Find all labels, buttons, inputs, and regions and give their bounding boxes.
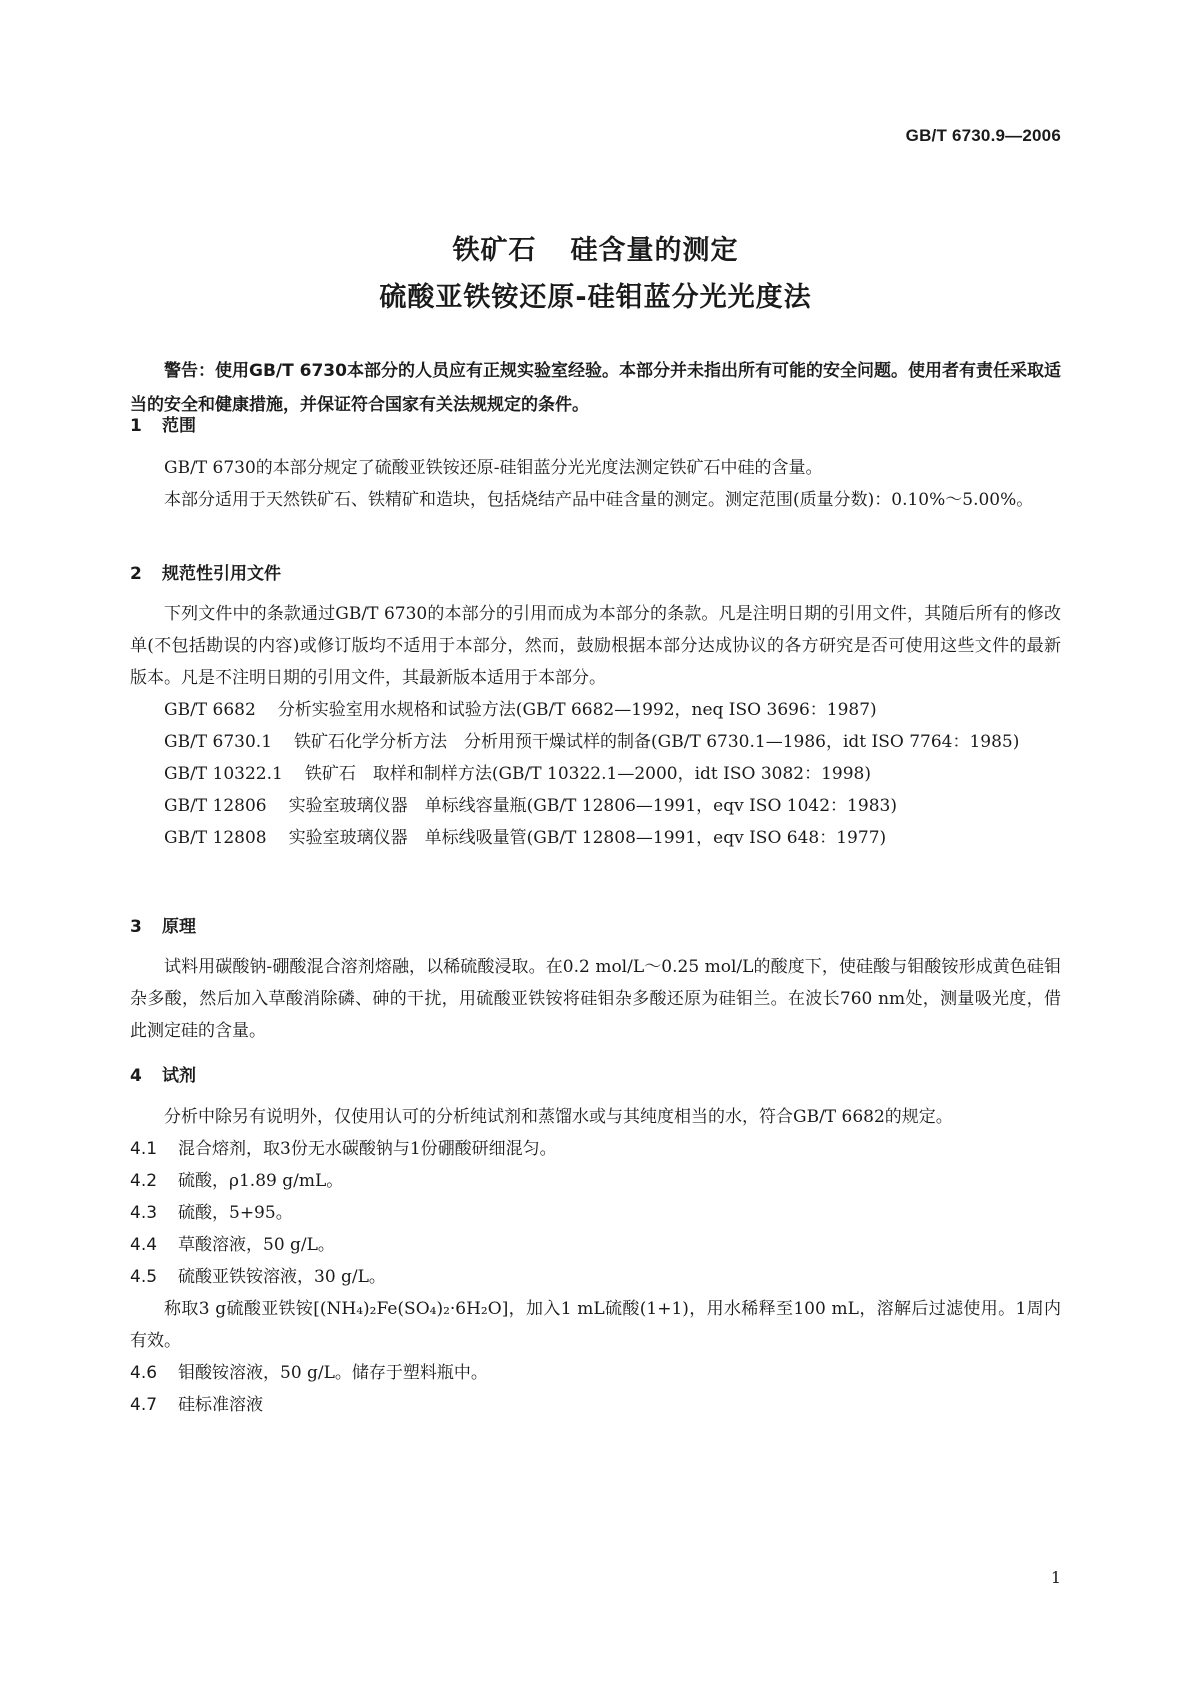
clause-text: 硫酸，ρ1.89 g/mL。 bbox=[178, 1171, 344, 1191]
clause-text: 硫酸亚铁铵溶液，30 g/L。 bbox=[178, 1267, 386, 1287]
section-title: 原理 bbox=[162, 917, 196, 937]
section-3-heading bbox=[130, 912, 196, 937]
clause-number: 4.4 bbox=[130, 1235, 158, 1255]
section-4-heading bbox=[130, 1061, 196, 1086]
title-part-a: 铁矿石 bbox=[452, 235, 537, 266]
title-line-1 bbox=[0, 228, 1191, 267]
paragraph: 称取3 g硫酸亚铁铵[(NH₄)₂Fe(SO₄)₂·6H₂O]，加入1 mL硫酸(1+1)，用水稀释至100 mL，溶解后过滤使用。1周内有效。 bbox=[130, 1299, 1061, 1351]
clause-text: 硅标准溶液 bbox=[178, 1395, 263, 1415]
section-number: 4 bbox=[130, 1066, 142, 1086]
clause-text: 硫酸，5+95。 bbox=[178, 1203, 293, 1223]
reference-code: GB/T 6730.1 bbox=[164, 732, 273, 752]
section-2-body bbox=[130, 598, 1061, 854]
paragraph: 试料用碳酸钠-硼酸混合溶剂熔融，以稀硫酸浸取。在0.2 mol/L～0.25 mol/L的酸度下，使硅酸与钼酸铵形成黄色硅钼杂多酸，然后加入草酸消除磷、砷的干扰，用硫酸亚铁铵将硅钼杂多酸还原为硅钼兰。在波长760 nm处，测量吸光度，借此测定硅的含量。 bbox=[130, 957, 1061, 1041]
reference-title: 铁矿石化学分析方法 分析用预干燥试样的制备(GB/T 6730.1—1986，idt ISO 7764：1985) bbox=[294, 732, 1020, 752]
clause-item bbox=[130, 1229, 1061, 1261]
clause-number: 4.3 bbox=[130, 1203, 158, 1223]
reference-item bbox=[130, 726, 1061, 758]
safety-warning: 警告：使用GB/T 6730本部分的人员应有正规实验室经验。本部分并未指出所有可能的安全问题。使用者有责任采取适当的安全和健康措施，并保证符合国家有关法规规定的条件。 bbox=[130, 361, 1061, 415]
paragraph: 分析中除另有说明外，仅使用认可的分析纯试剂和蒸馏水或与其纯度相当的水，符合GB/T 6682的规定。 bbox=[164, 1107, 953, 1127]
section-2-heading bbox=[130, 559, 281, 584]
reference-code: GB/T 6682 bbox=[164, 700, 256, 720]
clause-number: 4.6 bbox=[130, 1363, 158, 1383]
section-3-body bbox=[130, 951, 1061, 1047]
clause-text: 草酸溶液，50 g/L。 bbox=[178, 1235, 335, 1255]
clause-item bbox=[130, 1389, 1061, 1421]
clause-item bbox=[130, 1197, 1061, 1229]
paragraph: 下列文件中的条款通过GB/T 6730的本部分的引用而成为本部分的条款。凡是注明日期的引用文件，其随后所有的修改单(不包括勘误的内容)或修订版均不适用于本部分，然而，鼓励根据本部分达成协议的各方研究是否可使用这些文件的最新版本。凡是不注明日期的引用文件，其最新版本适用于本部分。 bbox=[130, 604, 1061, 688]
reference-code: GB/T 12806 bbox=[164, 796, 267, 816]
reference-item bbox=[130, 790, 1061, 822]
clause-item bbox=[130, 1261, 1061, 1293]
standard-code: GB/T 6730.9—2006 bbox=[905, 126, 1061, 145]
clause-item bbox=[130, 1165, 1061, 1197]
clause-text: 混合熔剂，取3份无水碳酸钠与1份硼酸研细混匀。 bbox=[178, 1139, 557, 1159]
section-4-body bbox=[130, 1101, 1061, 1421]
reference-item bbox=[130, 694, 1061, 726]
clause-number: 4.7 bbox=[130, 1395, 158, 1415]
clause-item bbox=[130, 1133, 1061, 1165]
section-number: 1 bbox=[130, 416, 142, 436]
section-title: 试剂 bbox=[162, 1066, 196, 1086]
section-title: 范围 bbox=[162, 416, 196, 436]
paragraph: GB/T 6730的本部分规定了硫酸亚铁铵还原-硅钼蓝分光光度法测定铁矿石中硅的含量。 bbox=[164, 458, 823, 478]
section-number: 2 bbox=[130, 564, 142, 584]
title-part-b: 硅含量的测定 bbox=[570, 235, 739, 266]
section-title: 规范性引用文件 bbox=[162, 564, 281, 584]
reference-code: GB/T 10322.1 bbox=[164, 764, 283, 784]
clause-number: 4.1 bbox=[130, 1139, 158, 1159]
paragraph: 本部分适用于天然铁矿石、铁精矿和造块，包括烧结产品中硅含量的测定。测定范围(质量分数)：0.10%～5.00%。 bbox=[164, 490, 1034, 510]
reference-title: 分析实验室用水规格和试验方法(GB/T 6682—1992，neq ISO 3696：1987) bbox=[277, 700, 877, 720]
clause-number: 4.5 bbox=[130, 1267, 158, 1287]
reference-title: 实验室玻璃仪器 单标线容量瓶(GB/T 12806—1991，eqv ISO 1042：1983) bbox=[288, 796, 897, 816]
clause-number: 4.2 bbox=[130, 1171, 158, 1191]
clause-text: 钼酸铵溶液，50 g/L。储存于塑料瓶中。 bbox=[178, 1363, 488, 1383]
page-number: 1 bbox=[1050, 1568, 1061, 1587]
reference-title: 铁矿石 取样和制样方法(GB/T 10322.1—2000，idt ISO 3082：1998) bbox=[304, 764, 871, 784]
reference-item bbox=[130, 758, 1061, 790]
clause-item bbox=[130, 1357, 1061, 1389]
section-1-body bbox=[130, 452, 1061, 516]
reference-title: 实验室玻璃仪器 单标线吸量管(GB/T 12808—1991，eqv ISO 648：1977) bbox=[288, 828, 887, 848]
reference-code: GB/T 12808 bbox=[164, 828, 267, 848]
section-1-heading bbox=[130, 411, 196, 436]
title-line-2: 硫酸亚铁铵还原-硅钼蓝分光光度法 bbox=[379, 282, 812, 313]
section-number: 3 bbox=[130, 917, 142, 937]
reference-item bbox=[130, 822, 1061, 854]
